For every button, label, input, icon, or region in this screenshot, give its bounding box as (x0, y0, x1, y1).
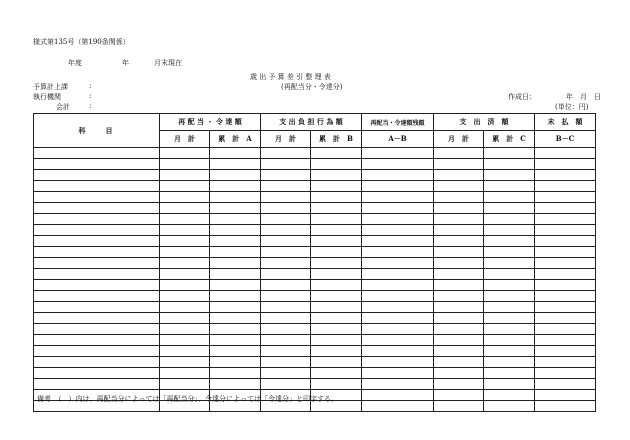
table-cell (535, 280, 596, 291)
table-cell (311, 357, 362, 368)
table-cell (34, 159, 160, 170)
table-cell (434, 357, 484, 368)
table-row (34, 203, 596, 214)
table-cell (535, 181, 596, 192)
table-cell (484, 181, 535, 192)
paid-header: 支 出 済 額 (434, 114, 535, 131)
table-cell (311, 159, 362, 170)
table-cell (535, 357, 596, 368)
table-cell (261, 280, 311, 291)
table-row (34, 280, 596, 291)
table-cell (34, 170, 160, 181)
table-cell (210, 269, 261, 280)
table-cell (160, 247, 210, 258)
table-cell (160, 280, 210, 291)
table-cell (434, 291, 484, 302)
table-cell (484, 368, 535, 379)
table-cell (434, 159, 484, 170)
table-row (34, 335, 596, 346)
table-row (34, 291, 596, 302)
table-cell (311, 170, 362, 181)
table-cell (484, 335, 535, 346)
table-cell (484, 313, 535, 324)
table-cell (362, 324, 434, 335)
table-cell (535, 192, 596, 203)
budget-table (33, 113, 596, 412)
table-row (34, 225, 596, 236)
table-cell (362, 192, 434, 203)
table-row (34, 247, 596, 258)
table-cell (535, 390, 596, 401)
table-cell (484, 269, 535, 280)
table-cell (362, 335, 434, 346)
table-cell (362, 214, 434, 225)
table-cell (362, 148, 434, 159)
table-cell (34, 236, 160, 247)
table-cell (484, 170, 535, 181)
table-cell (434, 214, 484, 225)
table-cell (160, 203, 210, 214)
table-cell (535, 269, 596, 280)
table-row (34, 324, 596, 335)
table-cell (535, 324, 596, 335)
table-cell (484, 236, 535, 247)
paid-cum-c-header: 累 計 C (484, 131, 535, 148)
table-cell (261, 236, 311, 247)
table-cell (160, 269, 210, 280)
table-cell (362, 302, 434, 313)
table-cell (34, 324, 160, 335)
paid-month-total-header: 月 計 (434, 131, 484, 148)
table-cell (210, 368, 261, 379)
table-cell (434, 269, 484, 280)
table-cell (484, 258, 535, 269)
footer-note: 備考 （ ）内は、再配当分によっては「再配当分」、令達分によっては「令達分」と印字する。 (37, 395, 338, 403)
commit-header: 支 出 負 担 行 為 額 (261, 114, 362, 131)
table-cell (535, 346, 596, 357)
created-date-value: 年 月 日 (566, 93, 601, 101)
table-cell (535, 225, 596, 236)
table-cell (210, 192, 261, 203)
table-cell (535, 159, 596, 170)
table-cell (311, 368, 362, 379)
table-cell (535, 214, 596, 225)
table-cell (311, 225, 362, 236)
table-row (34, 192, 596, 203)
table-cell (160, 379, 210, 390)
table-cell (535, 203, 596, 214)
table-cell (210, 313, 261, 324)
table-cell (311, 247, 362, 258)
table-cell (484, 214, 535, 225)
table-cell (535, 170, 596, 181)
table-cell (434, 346, 484, 357)
table-cell (160, 368, 210, 379)
exec-org-label: 執行機関 (33, 93, 61, 101)
table-cell (210, 335, 261, 346)
table-cell (210, 203, 261, 214)
table-row (34, 258, 596, 269)
table-cell (434, 192, 484, 203)
table-cell (484, 390, 535, 401)
table-cell (311, 291, 362, 302)
table-cell (34, 225, 160, 236)
table-row (34, 236, 596, 247)
table-cell (484, 192, 535, 203)
commit-month-total-header: 月 計 (261, 131, 311, 148)
table-cell (434, 247, 484, 258)
subject-header: 科 目 (34, 114, 160, 148)
table-cell (434, 324, 484, 335)
table-cell (261, 247, 311, 258)
commit-cum-b-header: 累 計 B (311, 131, 362, 148)
table-cell (210, 379, 261, 390)
table-cell (434, 280, 484, 291)
table-cell (210, 280, 261, 291)
table-cell (210, 346, 261, 357)
table-cell (362, 313, 434, 324)
table-cell (311, 236, 362, 247)
table-cell (160, 258, 210, 269)
table-cell (434, 170, 484, 181)
table-cell (210, 225, 261, 236)
table-cell (434, 390, 484, 401)
table-cell (362, 225, 434, 236)
table-cell (311, 313, 362, 324)
table-cell (311, 148, 362, 159)
table-cell (311, 192, 362, 203)
table-cell (261, 324, 311, 335)
table-cell (210, 258, 261, 269)
table-cell (362, 247, 434, 258)
table-cell (34, 203, 160, 214)
table-cell (210, 302, 261, 313)
table-cell (261, 148, 311, 159)
table-cell (34, 280, 160, 291)
table-cell (34, 346, 160, 357)
table-cell (210, 236, 261, 247)
table-row (34, 269, 596, 280)
table-cell (311, 203, 362, 214)
table-row (34, 214, 596, 225)
table-cell (362, 346, 434, 357)
table-cell (311, 346, 362, 357)
table-cell (210, 247, 261, 258)
table-cell (535, 379, 596, 390)
table-cell (311, 302, 362, 313)
table-cell (160, 181, 210, 192)
table-cell (261, 335, 311, 346)
month-end-label: 月末現在 (154, 59, 182, 67)
budget-section-label: 予算計上課 (33, 83, 68, 91)
table-cell (160, 346, 210, 357)
table-cell (311, 258, 362, 269)
table-cell (362, 368, 434, 379)
table-cell (484, 357, 535, 368)
account-label: 会計 (56, 103, 70, 111)
table-cell (434, 225, 484, 236)
table-cell (484, 280, 535, 291)
table-cell (34, 291, 160, 302)
table-cell (484, 379, 535, 390)
table-cell (160, 302, 210, 313)
table-cell (261, 269, 311, 280)
table-cell (434, 236, 484, 247)
table-cell (210, 181, 261, 192)
table-cell (311, 280, 362, 291)
table-cell (434, 302, 484, 313)
form-number: 様式第135号（第190条関係） (33, 38, 130, 46)
realloc-header: 再 配 当 ・ 令 達 額 (160, 114, 261, 131)
table-cell (434, 148, 484, 159)
table-cell (535, 291, 596, 302)
table-cell (311, 324, 362, 335)
table-cell (160, 236, 210, 247)
table-cell (434, 258, 484, 269)
table-cell (535, 247, 596, 258)
table-cell (34, 302, 160, 313)
table-cell (535, 258, 596, 269)
account-colon: : (89, 102, 92, 110)
table-cell (160, 291, 210, 302)
table-cell (484, 291, 535, 302)
table-cell (261, 368, 311, 379)
table-cell (535, 148, 596, 159)
table-cell (535, 302, 596, 313)
table-cell (34, 313, 160, 324)
table-cell (261, 214, 311, 225)
table-body (34, 148, 596, 412)
table-row (34, 379, 596, 390)
table-row (34, 170, 596, 181)
table-row (34, 302, 596, 313)
table-row (34, 159, 596, 170)
table-cell (210, 324, 261, 335)
table-cell (434, 368, 484, 379)
table-cell (261, 192, 311, 203)
table-cell (261, 313, 311, 324)
table-cell (34, 269, 160, 280)
table-cell (34, 379, 160, 390)
table-cell (34, 335, 160, 346)
table-cell (362, 258, 434, 269)
table-cell (362, 170, 434, 181)
table-cell (34, 192, 160, 203)
table-cell (535, 236, 596, 247)
table-cell (261, 225, 311, 236)
table-cell (484, 346, 535, 357)
table-cell (484, 148, 535, 159)
table-cell (160, 170, 210, 181)
unit-label: (単位：円) (555, 103, 589, 111)
table-row (34, 346, 596, 357)
year-label: 年度 (68, 59, 82, 67)
created-date-label: 作成日： (508, 93, 536, 101)
table-cell (261, 346, 311, 357)
table-row (34, 357, 596, 368)
table-cell (210, 214, 261, 225)
table-cell (311, 214, 362, 225)
table-cell (362, 203, 434, 214)
table-cell (362, 390, 434, 401)
table-cell (160, 313, 210, 324)
table-cell (210, 170, 261, 181)
table-cell (484, 401, 535, 412)
table-cell (535, 313, 596, 324)
table-cell (160, 148, 210, 159)
table-cell (535, 335, 596, 346)
page-subtitle: (再配当分・令達分) (281, 83, 343, 91)
b-minus-c-header: B－C (535, 131, 596, 148)
table-cell (311, 269, 362, 280)
table-cell (484, 225, 535, 236)
table-cell (261, 170, 311, 181)
table-cell (535, 401, 596, 412)
table-cell (311, 379, 362, 390)
table-cell (34, 148, 160, 159)
table-row (34, 181, 596, 192)
table-cell (311, 181, 362, 192)
table-cell (261, 379, 311, 390)
table-cell (34, 181, 160, 192)
table-cell (362, 379, 434, 390)
unpaid-header: 未 払 額 (535, 114, 596, 131)
table-cell (434, 313, 484, 324)
table-cell (34, 247, 160, 258)
table-cell (362, 357, 434, 368)
table-cell (34, 357, 160, 368)
table-cell (362, 401, 434, 412)
table-cell (434, 335, 484, 346)
table-cell (34, 258, 160, 269)
table-cell (261, 291, 311, 302)
table-cell (535, 368, 596, 379)
table-cell (434, 203, 484, 214)
table-cell (484, 203, 535, 214)
table-cell (362, 280, 434, 291)
table-cell (160, 225, 210, 236)
table-cell (484, 159, 535, 170)
table-cell (210, 357, 261, 368)
table-cell (160, 214, 210, 225)
table-cell (362, 269, 434, 280)
table-cell (362, 236, 434, 247)
nen-label: 年 (122, 59, 129, 67)
exec-org-colon: : (89, 92, 92, 100)
table-cell (160, 335, 210, 346)
table-cell (484, 247, 535, 258)
table-row (34, 368, 596, 379)
realloc-month-total-header: 月 計 (160, 131, 210, 148)
table-cell (484, 324, 535, 335)
table-cell (261, 258, 311, 269)
table-cell (261, 181, 311, 192)
table-cell (160, 192, 210, 203)
table-cell (160, 357, 210, 368)
table-cell (362, 159, 434, 170)
table-cell (210, 291, 261, 302)
budget-section-colon: : (89, 82, 92, 90)
realloc-cum-a-header: 累 計 A (210, 131, 261, 148)
table-cell (434, 401, 484, 412)
table-cell (261, 302, 311, 313)
table-cell (261, 357, 311, 368)
table-cell (210, 148, 261, 159)
table-cell (34, 214, 160, 225)
a-minus-b-header: A－B (362, 131, 434, 148)
table-row (34, 313, 596, 324)
balance-header: 再配当・令達額残額 (362, 114, 434, 131)
table-cell (434, 181, 484, 192)
table-cell (261, 203, 311, 214)
table-cell (34, 368, 160, 379)
table-cell (434, 379, 484, 390)
table-cell (210, 159, 261, 170)
table-cell (362, 291, 434, 302)
table-cell (311, 335, 362, 346)
table-cell (484, 302, 535, 313)
table-cell (362, 181, 434, 192)
table-row (34, 148, 596, 159)
table-cell (261, 159, 311, 170)
page-title: 歳 出 予 算 差 引 整 理 表 (250, 73, 331, 81)
table-cell (160, 159, 210, 170)
table-cell (160, 324, 210, 335)
